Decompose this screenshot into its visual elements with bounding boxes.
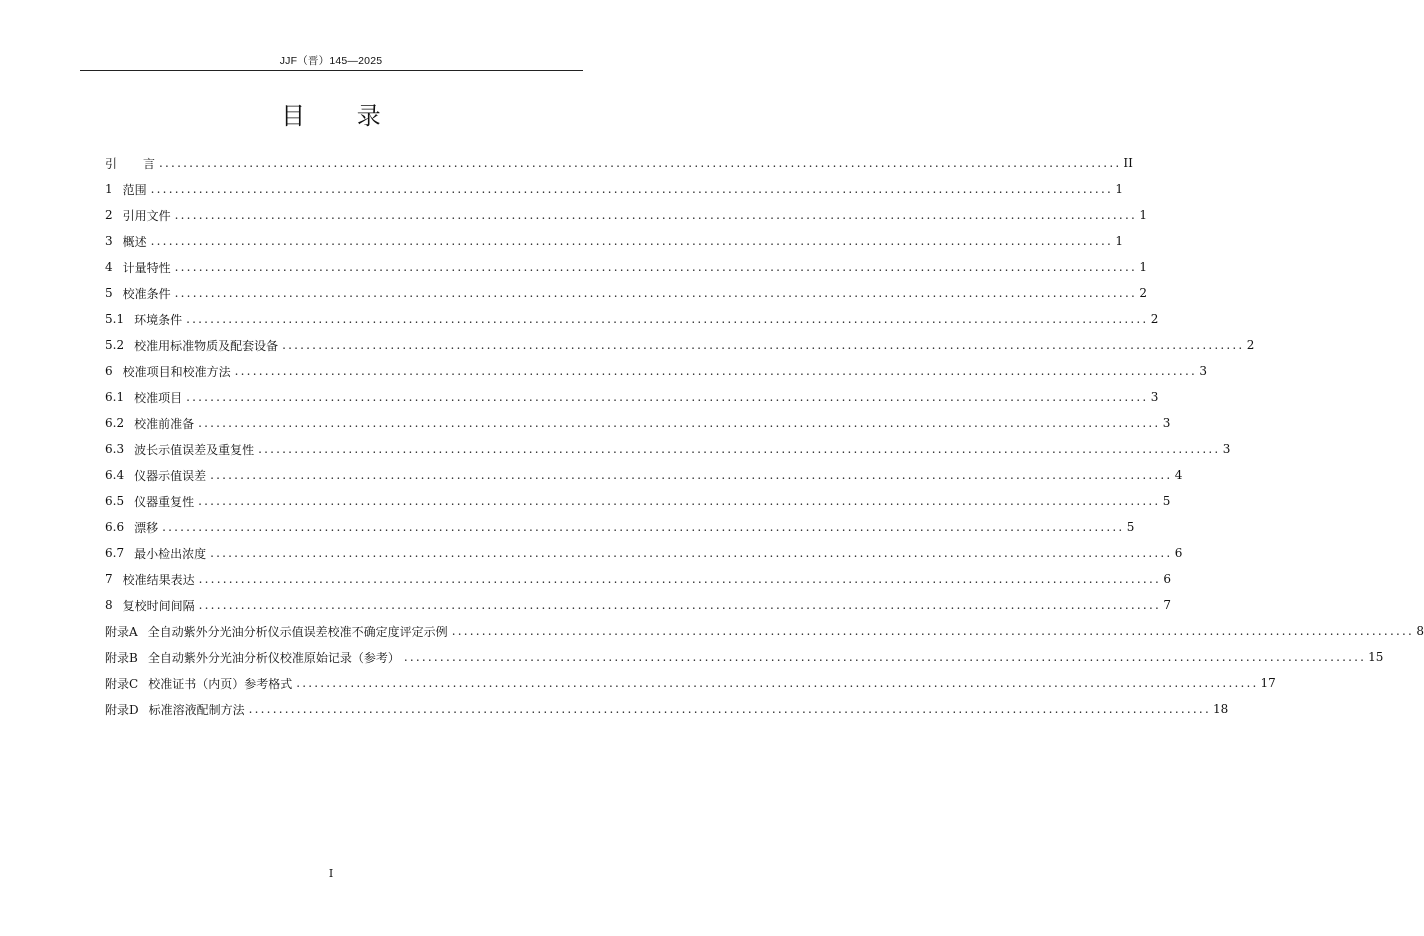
- toc-label: 漂移: [134, 520, 159, 535]
- toc-leader-dots: ................................................................................................................................................................: [198, 598, 1161, 612]
- toc-number: 5.2: [105, 338, 125, 352]
- toc-entry[interactable]: [105, 150, 1133, 176]
- toc-leader-dots: ................................................................................................................................................................: [174, 208, 1137, 222]
- toc-leader-dots: ................................................................................................................................................................: [198, 572, 1161, 586]
- toc-page-number: 2: [1150, 312, 1159, 326]
- toc-number: 7: [105, 572, 113, 586]
- toc-leader-dots: ................................................................................................................................................................: [451, 624, 1414, 638]
- toc-entry[interactable]: [105, 384, 1159, 410]
- toc-number: 附录A: [105, 624, 138, 639]
- toc-page-number: 6: [1163, 572, 1171, 586]
- toc-entry[interactable]: [105, 306, 1159, 332]
- toc-entry[interactable]: [105, 488, 1171, 514]
- toc-label: 引用文件: [122, 208, 171, 223]
- toc-label: 标准溶液配制方法: [148, 702, 245, 717]
- toc-label: 校准证书（内页）参考格式: [148, 676, 293, 691]
- toc-number: 附录B: [105, 650, 138, 665]
- toc-label: 校准条件: [122, 286, 171, 301]
- toc-number: 6: [105, 364, 113, 378]
- toc-leader-dots: ................................................................................................................................................................: [186, 312, 1149, 326]
- toc-leader-dots: ................................................................................................................................................................: [174, 286, 1137, 300]
- toc-page-number: 1: [1139, 208, 1147, 222]
- toc-page-number: 1: [1139, 260, 1147, 274]
- toc-leader-dots: ................................................................................................................................................................: [198, 416, 1161, 430]
- toc-page-number: 2: [1246, 338, 1255, 352]
- toc-entry[interactable]: [105, 228, 1123, 254]
- toc-leader-dots: ................................................................................................................................................................: [186, 390, 1149, 404]
- header-rule: [80, 70, 583, 71]
- toc-number: 5.1: [105, 312, 125, 326]
- toc-page-number: 18: [1212, 702, 1229, 716]
- toc-number: 6.4: [105, 468, 125, 482]
- toc-label: 校准项目和校准方法: [122, 364, 231, 379]
- toc-page-number: 6: [1174, 546, 1183, 560]
- toc-label: 全自动紫外分光油分析仪示值误差校准不确定度评定示例: [147, 624, 448, 639]
- toc-leader-dots: ................................................................................................................................................................: [150, 182, 1113, 196]
- toc-number: 8: [105, 598, 113, 612]
- toc-label: 校准结果表达: [122, 572, 195, 587]
- toc-leader-dots: ................................................................................................................................................................: [210, 468, 1173, 482]
- toc-leader-dots: ................................................................................................................................................................: [210, 546, 1173, 560]
- toc-page-number: 4: [1174, 468, 1183, 482]
- toc-leader-dots: ................................................................................................................................................................: [150, 234, 1113, 248]
- toc-entry[interactable]: [105, 514, 1135, 540]
- toc-number: 6.1: [105, 390, 125, 404]
- toc-leader-dots: ................................................................................................................................................................: [159, 156, 1122, 170]
- toc-leader-dots: ................................................................................................................................................................: [174, 260, 1137, 274]
- toc-leader-dots: ................................................................................................................................................................: [234, 364, 1197, 378]
- toc-entry[interactable]: [105, 644, 1384, 670]
- toc-label: 仪器示值误差: [134, 468, 207, 483]
- toc-entry[interactable]: [105, 358, 1207, 384]
- toc-number: 6.5: [105, 494, 125, 508]
- toc-leader-dots: ................................................................................................................................................................: [258, 442, 1221, 456]
- toc-page-number: 17: [1260, 676, 1276, 690]
- toc-page-number: II: [1123, 156, 1133, 170]
- toc-page-number: 2: [1139, 286, 1147, 300]
- toc-entry[interactable]: [105, 592, 1171, 618]
- toc-number: 附录C: [105, 676, 139, 691]
- toc-label: 校准用标准物质及配套设备: [134, 338, 279, 353]
- toc-page-number: 3: [1162, 416, 1171, 430]
- toc-label: 概述: [122, 234, 147, 249]
- toc-entry[interactable]: [105, 410, 1171, 436]
- toc-label: 仪器重复性: [134, 494, 195, 509]
- toc-page-number: 15: [1368, 650, 1384, 664]
- toc-label: 环境条件: [134, 312, 183, 327]
- toc-label: 复校时间间隔: [122, 598, 195, 613]
- toc-entry[interactable]: [105, 202, 1147, 228]
- toc-number: 6.2: [105, 416, 125, 430]
- toc-number: 5: [105, 286, 113, 300]
- toc-number: 3: [105, 234, 113, 248]
- toc-entry[interactable]: [105, 618, 1424, 644]
- toc-number: 附录D: [105, 702, 139, 717]
- toc-entry[interactable]: [105, 566, 1171, 592]
- toc-number: 6.3: [105, 442, 125, 456]
- toc-label: 最小检出浓度: [134, 546, 207, 561]
- toc-number: 6.7: [105, 546, 125, 560]
- toc-page-number: 5: [1126, 520, 1135, 534]
- toc-label: 全自动紫外分光油分析仪校准原始记录（参考）: [147, 650, 400, 665]
- toc-entry[interactable]: [105, 176, 1123, 202]
- footer-page-number: I: [328, 867, 334, 880]
- table-of-contents: [105, 150, 1424, 722]
- toc-entry[interactable]: [105, 280, 1147, 306]
- toc-number: 1: [105, 182, 113, 196]
- toc-leader-dots: ................................................................................................................................................................: [296, 676, 1259, 690]
- toc-number: 2: [105, 208, 113, 222]
- toc-number: 4: [105, 260, 113, 274]
- toc-page-number: 3: [1150, 390, 1159, 404]
- toc-entry[interactable]: [105, 670, 1276, 696]
- toc-label: 计量特性: [122, 260, 171, 275]
- toc-page-number: 3: [1199, 364, 1207, 378]
- toc-leader-dots: ................................................................................................................................................................: [162, 520, 1125, 534]
- toc-entry[interactable]: [105, 540, 1183, 566]
- toc-label: 范围: [122, 182, 147, 197]
- toc-leader-dots: ................................................................................................................................................................: [248, 702, 1211, 716]
- toc-entry[interactable]: [105, 332, 1255, 358]
- toc-entry[interactable]: [105, 436, 1231, 462]
- toc-leader-dots: ................................................................................................................................................................: [282, 338, 1245, 352]
- toc-leader-dots: ................................................................................................................................................................: [403, 650, 1367, 664]
- toc-number: 6.6: [105, 520, 125, 534]
- toc-page-number: 5: [1162, 494, 1171, 508]
- toc-page-number: 1: [1115, 234, 1123, 248]
- toc-number: 引: [105, 156, 118, 171]
- toc-entry[interactable]: [105, 462, 1183, 488]
- toc-page-number: 3: [1222, 442, 1231, 456]
- toc-label: 校准前准备: [134, 416, 195, 431]
- toc-page-number: 1: [1115, 182, 1123, 196]
- toc-entry[interactable]: [105, 254, 1147, 280]
- page-title: 目 录: [281, 102, 403, 130]
- document-code-header: JJF（晋）145—2025: [279, 55, 383, 67]
- toc-label: 校准项目: [134, 390, 183, 405]
- toc-page-number: 8: [1416, 624, 1424, 638]
- toc-label: 言: [143, 156, 156, 171]
- toc-label: 波长示值误差及重复性: [134, 442, 255, 457]
- toc-entry[interactable]: [105, 696, 1229, 722]
- toc-leader-dots: ................................................................................................................................................................: [198, 494, 1161, 508]
- toc-page-number: 7: [1163, 598, 1171, 612]
